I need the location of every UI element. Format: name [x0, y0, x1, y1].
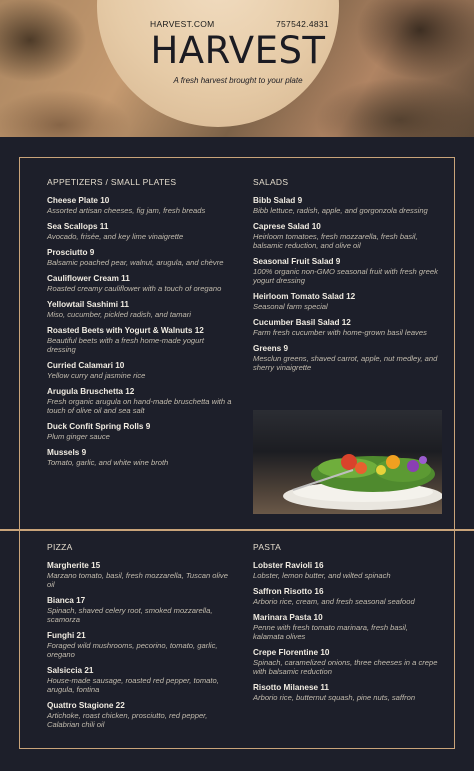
- tagline: A fresh harvest brought to your plate: [173, 76, 303, 85]
- menu-item: [253, 196, 438, 215]
- menu-item-name: Caprese Salad 10: [253, 222, 321, 231]
- menu-item: [253, 257, 438, 285]
- menu-item-name: Greens 9: [253, 344, 289, 353]
- menu-item: [253, 587, 438, 606]
- phone-number: 757542.4831: [276, 19, 329, 29]
- menu-item-description: Arborio rice, cream, and fresh seasonal seafood: [253, 597, 415, 606]
- appetizers-list: [47, 196, 232, 467]
- menu-item-description: Artichoke, roast chicken, prosciutto, red pepper, Calabrian chili oil: [47, 711, 208, 729]
- menu-item-description: Spinach, caramelized onions, three cheeses in a crepe with balsamic reduction: [253, 658, 438, 676]
- menu-item: [253, 561, 438, 580]
- menu-item: [253, 344, 438, 372]
- salad-plate-illustration: [253, 410, 442, 514]
- section-title: APPETIZERS / SMALL PLATES: [47, 177, 177, 187]
- menu-item-name: Seasonal Fruit Salad 9: [253, 257, 341, 266]
- menu-item-description: 100% organic non-GMO seasonal fruit with fresh greek yogurt dressing: [253, 267, 438, 285]
- menu-item-description: Mesclun greens, shaved carrot, apple, nut medley, and sherry vinaigrette: [253, 354, 438, 372]
- menu-item-name: Yellowtail Sashimi 11: [47, 300, 129, 309]
- menu-item-description: Roasted creamy cauliflower with a touch of oregano: [47, 284, 222, 293]
- menu-item: [253, 222, 438, 250]
- menu-item-name: Bianca 17: [47, 596, 86, 605]
- menu-item-description: Lobster, lemon butter, and wilted spinach: [253, 571, 391, 580]
- menu-item-name: Heirloom Tomato Salad 12: [253, 292, 356, 301]
- menu-item: [47, 326, 232, 354]
- menu-item: [47, 448, 232, 467]
- menu-item-name: Prosciutto 9: [47, 248, 95, 257]
- menu-item-description: Beautiful beets with a fresh home-made yogurt dressing: [47, 336, 205, 354]
- menu-item-name: Risotto Milanese 11: [253, 683, 329, 692]
- menu-item-description: House-made sausage, roasted red pepper, tomato, arugula, fontina: [47, 676, 219, 694]
- menu-item-name: Marinara Pasta 10: [253, 613, 323, 622]
- menu-item-name: Salsiccia 21: [47, 666, 94, 675]
- menu-item-name: Cheese Plate 10: [47, 196, 110, 205]
- menu-item-name: Mussels 9: [47, 448, 87, 457]
- menu-item-name: Cucumber Basil Salad 12: [253, 318, 351, 327]
- menu-item-name: Lobster Ravioli 16: [253, 561, 324, 570]
- website-text[interactable]: HARVEST.COM: [150, 19, 215, 29]
- menu-item-description: Foraged wild mushrooms, pecorino, tomato, garlic, oregano: [47, 641, 218, 659]
- salad-photo: [253, 410, 442, 514]
- menu-item-description: Arborio rice, butternut squash, pine nuts, saffron: [253, 693, 416, 702]
- menu-item: [47, 596, 232, 624]
- menu-item-name: Quattro Stagione 22: [47, 701, 125, 710]
- menu-item-description: Assorted artisan cheeses, fig jam, fresh breads: [47, 206, 206, 215]
- menu-item: [253, 613, 438, 641]
- pasta-list: [253, 561, 438, 702]
- appetizers-section: [47, 177, 232, 474]
- menu-item-name: Cauliflower Cream 11: [47, 274, 130, 283]
- menu-item: [47, 561, 232, 589]
- menu-item-name: Saffron Risotto 16: [253, 587, 324, 596]
- menu-item: [47, 300, 232, 319]
- menu-item-description: Miso, cucumber, pickled radish, and tamari: [47, 310, 191, 319]
- section-title: PASTA: [253, 542, 282, 552]
- menu-item-description: Penne with fresh tomato marinara, fresh basil, kalamata olives: [253, 623, 408, 641]
- menu-item: [47, 274, 232, 293]
- restaurant-name: HARVEST: [150, 29, 326, 72]
- menu-item-description: Marzano tomato, basil, fresh mozzarella, Tuscan olive oil: [47, 571, 228, 589]
- menu-item-name: Funghi 21: [47, 631, 86, 640]
- menu-item: [47, 222, 232, 241]
- menu-item-name: Margherite 15: [47, 561, 101, 570]
- salads-section: [253, 177, 438, 379]
- salads-list: [253, 196, 438, 372]
- menu-item-description: Seasonal farm special: [253, 302, 328, 311]
- menu-item-description: Heirloom tomatoes, fresh mozzarella, fresh basil, balsamic reduction, and olive oil: [253, 232, 418, 250]
- menu-item-name: Sea Scallops 11: [47, 222, 109, 231]
- header-banner: [0, 0, 474, 137]
- menu-item: [47, 631, 232, 659]
- menu-item-description: Farm fresh cucumber with home-grown basil leaves: [253, 328, 427, 337]
- menu-item-name: Arugula Bruschetta 12: [47, 387, 135, 396]
- pasta-section: [253, 542, 438, 709]
- menu-item-description: Yellow curry and jasmine rice: [47, 371, 146, 380]
- menu-item: [47, 701, 232, 729]
- menu-item-description: Spinach, shaved celery root, smoked mozzarella, scamorza: [47, 606, 213, 624]
- menu-item: [253, 292, 438, 311]
- section-title: SALADS: [253, 177, 289, 187]
- menu-item-description: Avocado, frisée, and key lime vinaigrette: [47, 232, 184, 241]
- menu-item: [47, 666, 232, 694]
- menu-item-name: Roasted Beets with Yogurt & Walnuts 12: [47, 326, 204, 335]
- menu-item-description: Balsamic poached pear, walnut, arugula, and chèvre: [47, 258, 224, 267]
- menu-item: [253, 318, 438, 337]
- menu-item-name: Bibb Salad 9: [253, 196, 303, 205]
- menu-item: [253, 648, 438, 676]
- menu-item-description: Tomato, garlic, and white wine broth: [47, 458, 169, 467]
- menu-item-name: Crepe Florentine 10: [253, 648, 330, 657]
- pizza-section: [47, 542, 232, 736]
- menu-item: [47, 422, 232, 441]
- menu-item-name: Duck Confit Spring Rolls 9: [47, 422, 151, 431]
- pizza-list: [47, 561, 232, 729]
- menu-item: [253, 683, 438, 702]
- menu-item: [47, 361, 232, 380]
- menu-item-description: Plum ginger sauce: [47, 432, 110, 441]
- section-title: PIZZA: [47, 542, 73, 552]
- menu-item-name: Curried Calamari 10: [47, 361, 125, 370]
- menu-item-description: Bibb lettuce, radish, apple, and gorgonzola dressing: [253, 206, 428, 215]
- menu-item: [47, 387, 232, 415]
- menu-item-description: Fresh organic arugula on hand-made bruschetta with a touch of olive oil and sea salt: [47, 397, 232, 415]
- section-divider: [0, 529, 474, 531]
- menu-item: [47, 196, 232, 215]
- menu-item: [47, 248, 232, 267]
